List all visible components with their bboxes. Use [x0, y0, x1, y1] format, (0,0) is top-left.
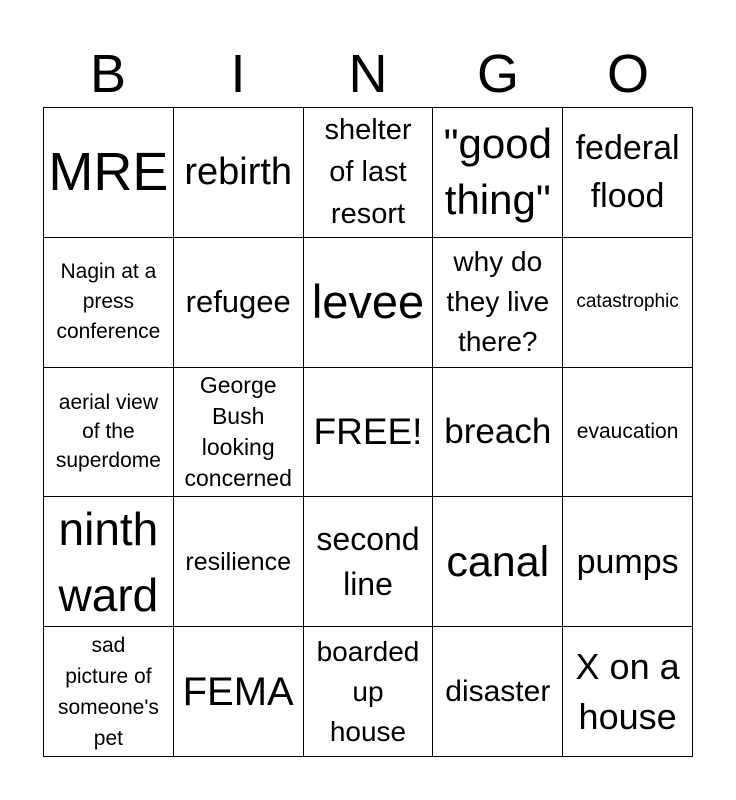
cell-text: sad picture of someone's pet [57, 633, 159, 750]
cell-text: resilience [185, 547, 291, 576]
cell-text: FREE! [313, 410, 423, 452]
bingo-cell[interactable] [563, 108, 693, 238]
bingo-cell[interactable] [563, 368, 693, 498]
cell-text: evaucation [576, 419, 679, 443]
cell-text: why do they live there? [446, 246, 550, 358]
header-letter-i: I [230, 44, 246, 104]
cell-text: X on a house [575, 645, 680, 737]
cell-text: refugee [185, 284, 291, 320]
bingo-cell[interactable] [44, 238, 174, 368]
bingo-cell[interactable] [563, 627, 693, 757]
cell-text: catastrophic [576, 291, 679, 313]
bingo-cell[interactable] [563, 238, 693, 368]
cell-text: pumps [576, 542, 679, 581]
bingo-grid [43, 107, 693, 757]
bingo-cell[interactable] [44, 108, 174, 238]
bingo-cell[interactable] [433, 238, 563, 368]
bingo-cell[interactable] [304, 368, 434, 498]
cell-text: aerial view of the superdome [55, 391, 161, 473]
cell-text: rebirth [184, 151, 293, 194]
bingo-cell[interactable] [433, 497, 563, 627]
bingo-cell[interactable] [174, 627, 304, 757]
header-letter-g: G [476, 44, 519, 104]
bingo-cell[interactable] [433, 108, 563, 238]
cell-text: second line [316, 520, 420, 602]
cell-text: federal flood [575, 129, 680, 216]
header-letter-o: O [606, 44, 649, 104]
cell-text: canal [446, 537, 550, 586]
bingo-header [43, 40, 693, 108]
cell-text: boarded up house [316, 635, 420, 747]
cell-text: shelter of last resort [324, 114, 412, 231]
cell-text: MRE [48, 142, 169, 203]
bingo-cell[interactable] [304, 238, 434, 368]
cell-text: breach [444, 411, 552, 451]
cell-text: disaster [445, 674, 551, 708]
bingo-cell[interactable] [304, 627, 434, 757]
cell-text: George Bush looking concerned [184, 371, 292, 491]
bingo-cell[interactable] [304, 497, 434, 627]
bingo-cell[interactable] [174, 368, 304, 498]
bingo-cell[interactable] [44, 627, 174, 757]
bingo-cell[interactable] [563, 497, 693, 627]
cell-text: "good thing" [443, 120, 552, 224]
header-letter-n: N [348, 44, 388, 104]
bingo-cell[interactable] [44, 497, 174, 627]
bingo-cell[interactable] [174, 497, 304, 627]
cell-text: Nagin at a press conference [56, 260, 161, 344]
cell-text: ninth ward [58, 502, 159, 621]
bingo-cell[interactable] [174, 108, 304, 238]
bingo-cell[interactable] [433, 368, 563, 498]
bingo-cell[interactable] [174, 238, 304, 368]
bingo-cell[interactable] [433, 627, 563, 757]
bingo-cell[interactable] [44, 368, 174, 498]
bingo-cell[interactable] [304, 108, 434, 238]
cell-text: levee [311, 275, 425, 329]
cell-text: FEMA [182, 669, 294, 714]
header-letter-b: B [89, 44, 127, 104]
